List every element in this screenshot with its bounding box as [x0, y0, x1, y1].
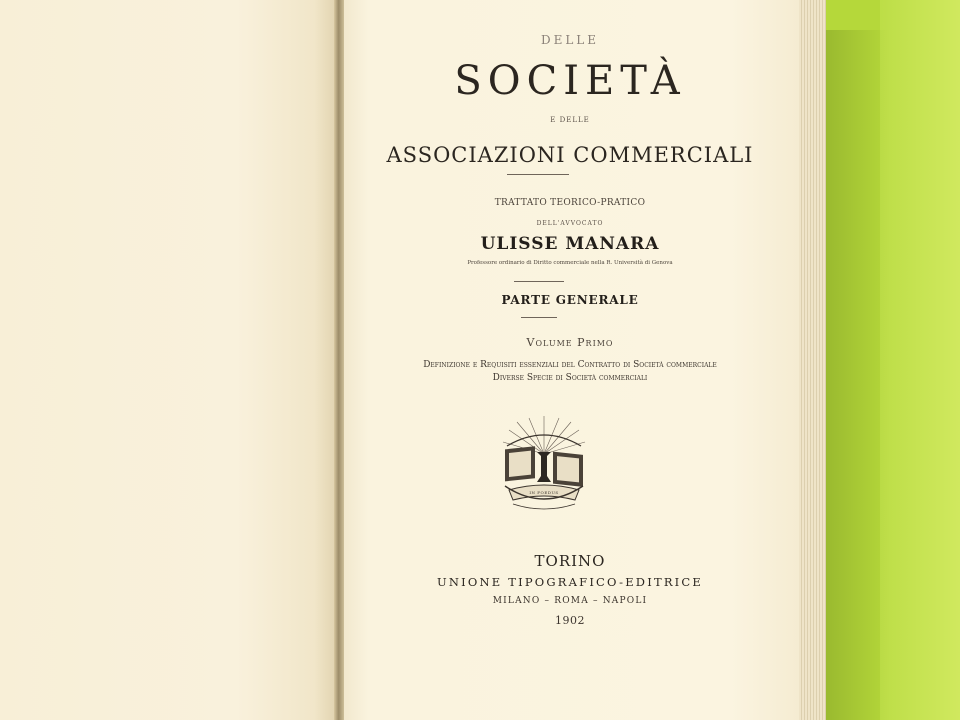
divider-rule-2 [514, 281, 564, 282]
author-name: ULISSE MANARA [480, 234, 660, 254]
divider-rule-1 [507, 174, 569, 175]
subtitle: ASSOCIAZIONI COMMERCIALI [386, 143, 754, 167]
city: TORINO [534, 552, 606, 570]
author-position: Professore ordinario di Diritto commerciale nella R. Università di Genova [467, 260, 673, 266]
contents-line-2: Diverse Specie di Società commerciali [492, 373, 648, 383]
publication-year: 1902 [555, 614, 585, 627]
emblem-motto: IN FOEDUS [529, 490, 559, 495]
main-title: SOCIETÀ [454, 58, 686, 104]
part-label: PARTE GENERALE [501, 293, 639, 307]
publisher-branches: MILANO – ROMA – NAPOLI [492, 596, 648, 606]
publisher-name: UNIONE TIPOGRAFICO-EDITRICE [436, 575, 704, 589]
background-green [880, 0, 960, 720]
treatise-label: TRATTATO TEORICO-PRATICO [494, 198, 646, 208]
volume-label: Volume Primo [526, 336, 614, 349]
publisher-emblem-icon [499, 416, 589, 514]
book-gutter [334, 0, 344, 720]
by-lawyer-label: DELL'AVVOCATO [536, 220, 604, 227]
delle-heading: DELLE [540, 33, 600, 47]
title-page [341, 0, 799, 720]
left-blank-page [0, 0, 338, 720]
contents-line-1: Definizione e Requisiti essenziali del Contratto di Società commerciale [423, 360, 717, 370]
and-of-label: E DELLE [550, 116, 590, 124]
divider-rule-3 [521, 317, 557, 318]
